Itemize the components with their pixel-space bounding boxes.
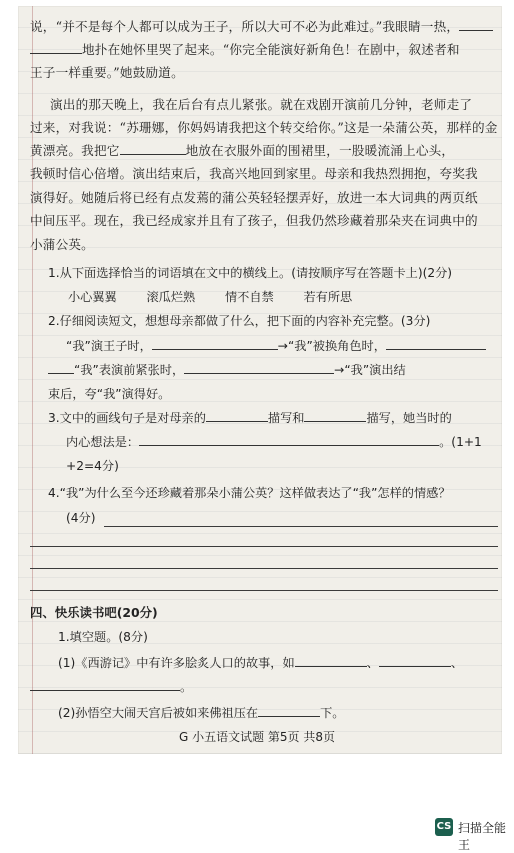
word-choices bbox=[68, 286, 352, 308]
question-1: 1.从下面选择恰当的词语填在文中的横线上。(请按顺序写在答题卡上)(2分) bbox=[48, 266, 453, 280]
passage-line: 小蒲公英。 bbox=[30, 237, 94, 252]
passage-line: 王子一样重要。”她鼓励道。 bbox=[30, 65, 184, 80]
passage-line: 地扑在她怀里哭了起来。“你完全能演好新角色！在剧中，叙述者和 bbox=[30, 39, 460, 61]
fill-heading: 1.填空题。(8分) bbox=[58, 630, 148, 644]
answer-line bbox=[104, 526, 498, 527]
word-option: 若有所思 bbox=[303, 290, 353, 304]
answer-blank bbox=[295, 652, 367, 667]
passage-line: 演得好。她随后将已经有点发蔫的蒲公英轻轻摆弄好，放进一本大词典的两页纸 bbox=[30, 190, 478, 205]
fill-item-1-cont: 。 bbox=[30, 676, 192, 698]
page-footer: G 小五语文试题 第5页 共8页 bbox=[178, 730, 335, 744]
answer-blank bbox=[139, 431, 439, 446]
answer-line bbox=[30, 546, 498, 547]
passage-line: 我顿时信心倍增。演出结束后，我高兴地回到家里。母亲和我热烈拥抱，夸奖我 bbox=[30, 166, 478, 181]
question-3-line-2: 内心想法是： 。(1+1 bbox=[66, 431, 482, 453]
answer-blank bbox=[206, 407, 268, 422]
question-4-score: (4分) bbox=[66, 511, 96, 525]
answer-blank bbox=[386, 335, 486, 350]
answer-blank bbox=[152, 335, 278, 350]
answer-blank bbox=[304, 407, 366, 422]
question-4: 4.“我”为什么至今还珍藏着那朵小蒲公英？这样做表达了“我”怎样的情感？ bbox=[48, 486, 451, 500]
passage-line: 说，“并不是每个人都可以成为王子，所以大可不必为此难过。”我眼睛一热， bbox=[30, 16, 493, 38]
word-option: 滚瓜烂熟 bbox=[146, 290, 196, 304]
passage-line: 黄漂亮。我把它 地放在衣服外面的围裙里，一股暖流涌上心头， bbox=[30, 140, 454, 162]
question-2-line-2: “我”表演前紧张时， →“我”演出结 bbox=[48, 359, 406, 381]
fill-item-2: (2)孙悟空大闹天宫后被如来佛祖压在 下。 bbox=[58, 702, 344, 724]
passage-line: 过来，对我说：“苏珊娜，你妈妈请我把这个转交给你。”这是一朵蒲公英，那样的金 bbox=[30, 120, 498, 135]
scanner-label: 扫描全能王 bbox=[458, 821, 507, 852]
answer-blank bbox=[184, 359, 334, 374]
answer-blank bbox=[30, 39, 82, 54]
answer-line bbox=[30, 568, 498, 569]
passage-line: 演出的那天晚上，我在后台有点儿紧张。就在戏剧开演前几分钟，老师走了 bbox=[50, 97, 473, 112]
word-option: 情不自禁 bbox=[225, 290, 274, 304]
question-2: 2.仔细阅读短文，想想母亲都做了什么，把下面的内容补充完整。(3分) bbox=[48, 314, 431, 328]
question-3-line-3: +2=4分) bbox=[66, 459, 119, 473]
passage-line: 中间压平。现在，我已经成家并且有了孩子，但我仍然珍藏着那朵夹在词典中的 bbox=[30, 213, 478, 228]
answer-blank bbox=[459, 16, 493, 31]
answer-blank bbox=[48, 359, 74, 374]
word-option: 小心翼翼 bbox=[68, 290, 117, 304]
answer-blank bbox=[258, 702, 320, 717]
answer-blank bbox=[30, 676, 180, 691]
answer-blank bbox=[379, 652, 451, 667]
section-title: 四、快乐读书吧(20分) bbox=[30, 605, 158, 620]
answer-blank bbox=[120, 140, 186, 155]
question-2-line-1: “我”演王子时， →“我”被换角色时， bbox=[66, 335, 486, 357]
camscanner-logo-icon: CS bbox=[435, 818, 453, 836]
question-2-line-3: 束后，夸“我”演得好。 bbox=[48, 387, 171, 401]
fill-item-1: (1)《西游记》中有许多脍炙人口的故事，如 、 、 bbox=[58, 652, 463, 674]
answer-line bbox=[30, 590, 498, 591]
question-3: 3.文中的画线句子是对母亲的 描写和 描写，她当时的 bbox=[48, 407, 452, 429]
